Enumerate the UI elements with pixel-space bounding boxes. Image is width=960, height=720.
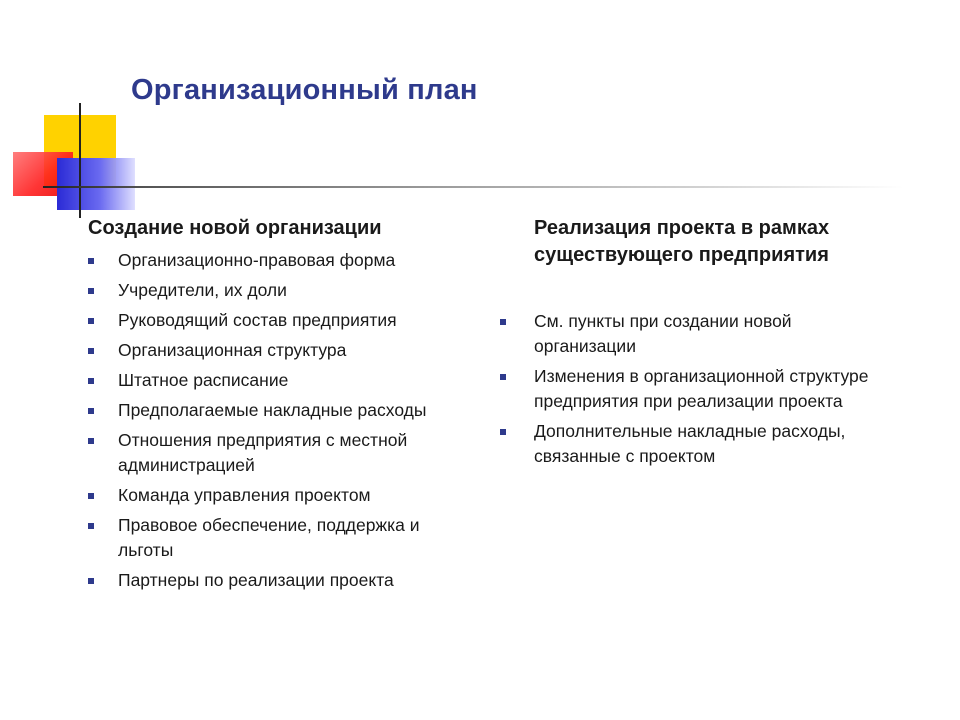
square-bullet-icon [88, 523, 94, 529]
list-item [88, 513, 478, 563]
square-bullet-icon [88, 258, 94, 264]
square-bullet-icon [88, 438, 94, 444]
left-column [88, 215, 478, 598]
list-item-text: Организационно-правовая форма [118, 250, 396, 270]
list-item-text: Предполагаемые накладные расходы [118, 400, 427, 420]
list-item [500, 309, 880, 359]
list-item-text: Отношения предприятия с местной администрацией [118, 430, 408, 475]
square-bullet-icon [88, 348, 94, 354]
square-bullet-icon [500, 374, 506, 380]
list-item [500, 364, 880, 414]
list-item-text: См. пункты при создании новой организации [534, 311, 792, 356]
left-column-heading: Создание новой организации [88, 217, 382, 239]
list-item-text: Руководящий состав предприятия [118, 310, 397, 330]
square-bullet-icon [88, 318, 94, 324]
square-bullet-icon [88, 493, 94, 499]
list-item [88, 368, 478, 393]
list-item-text: Организационная структура [118, 340, 347, 360]
list-item-text: Штатное расписание [118, 370, 289, 390]
right-column-heading: Реализация проекта в рамках существующего предприятия [534, 217, 830, 266]
list-item-text: Изменения в организационной структуре предприятия при реализации проекта [534, 366, 869, 411]
list-item-text: Учредители, их доли [118, 280, 287, 300]
title-underline-divider [43, 186, 903, 188]
square-bullet-icon [88, 408, 94, 414]
slide-title: Организационный план [131, 74, 478, 106]
list-item-text: Партнеры по реализации проекта [118, 570, 394, 590]
list-item [88, 398, 478, 423]
list-item [88, 308, 478, 333]
square-bullet-icon [88, 578, 94, 584]
list-item [88, 248, 478, 273]
list-item-text: Команда управления проектом [118, 485, 371, 505]
square-bullet-icon [500, 429, 506, 435]
list-item [88, 568, 478, 593]
list-item [88, 428, 478, 478]
list-item [88, 483, 478, 508]
right-bullet-list [500, 309, 880, 469]
square-bullet-icon [88, 288, 94, 294]
list-item-text: Дополнительные накладные расходы, связанные с проектом [534, 421, 846, 466]
square-bullet-icon [500, 319, 506, 325]
list-item [88, 278, 478, 303]
right-column [500, 215, 880, 474]
square-bullet-icon [88, 378, 94, 384]
list-item [88, 338, 478, 363]
decorative-blue-square [57, 158, 135, 210]
list-item-text: Правовое обеспечение, поддержка и льготы [118, 515, 420, 560]
left-bullet-list [88, 248, 478, 593]
list-item [500, 419, 880, 469]
decorative-vertical-line [79, 103, 81, 218]
